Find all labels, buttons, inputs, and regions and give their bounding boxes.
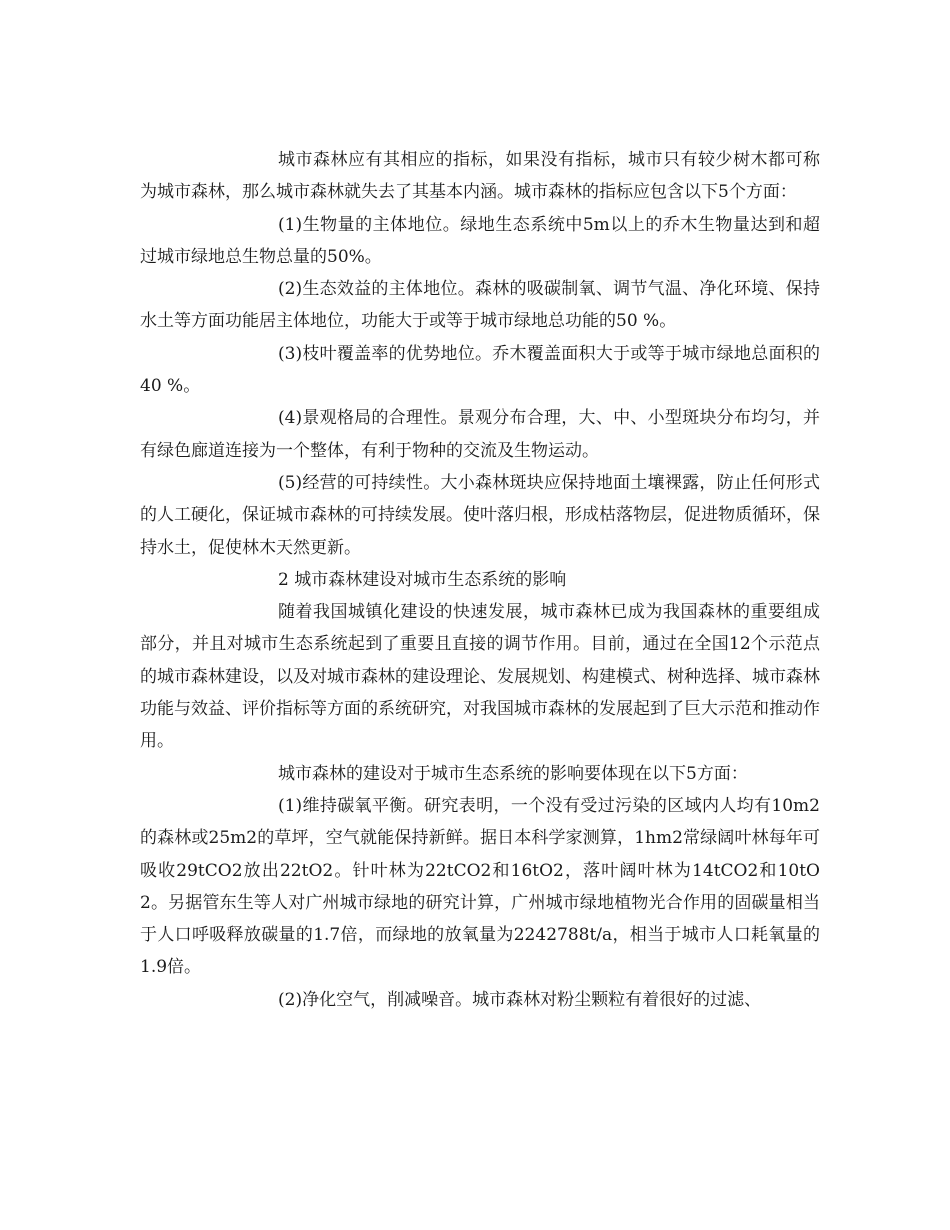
paragraph-indicator-biomass: (1)生物量的主体地位。绿地生态系统中5m以上的乔木生物量达到和超过城市绿地总生物总量的50%。	[140, 214, 820, 267]
document-body	[140, 144, 820, 1016]
paragraph-impact-intro: 城市森林的建设对于城市生态系统的影响要体现在以下5方面：	[278, 763, 748, 784]
paragraph-indicator-ecological-benefit: (2)生态效益的主体地位。森林的吸碳制氧、调节气温、净化环境、保持水土等方面功能居主体地位，功能大于或等于城市绿地总功能的50 %。	[140, 279, 820, 332]
section-heading: 2 城市森林建设对城市生态系统的影响	[278, 569, 567, 590]
paragraph-carbon-oxygen-balance: (1)维持碳氧平衡。研究表明，一个没有受过污染的区域内人均有10m2的森林或25m2的草坪，空气就能保持新鲜。据日本科学家测算，1hm2常绿阔叶林每年可吸收29tCO2放出22tO2。针叶林为22tCO2和16tO2，落叶阔叶林为14tCO2和10tO2。另据管东生等人对广州城市绿地的研究计算，广州城市绿地植物光合作用的固碳量相当于人口呼吸释放碳量的1.7倍，而绿地的放氧量为2242788t/a，相当于城市人口耗氧量的1.9倍。	[140, 795, 820, 978]
paragraph-urbanization-context: 随着我国城镇化建设的快速发展，城市森林已成为我国森林的重要组成部分，并且对城市生态系统起到了重要且直接的调节作用。目前，通过在全国12个示范点的城市森林建设，以及对城市森林的建设理论、发展规划、构建模式、树种选择、城市森林功能与效益、评价指标等方面的系统研究，对我国城市森林的发展起到了巨大示范和推动作用。	[140, 602, 820, 752]
paragraph-indicator-canopy-cover: (3)枝叶覆盖率的优势地位。乔木覆盖面积大于或等于城市绿地总面积的40 %。	[140, 343, 820, 397]
paragraph-air-purification: (2)净化空气，削减噪音。城市森林对粉尘颗粒有着很好的过滤、	[278, 989, 762, 1010]
paragraph-indicator-sustainability: (5)经营的可持续性。大小森林斑块应保持地面土壤裸露，防止任何形式的人工硬化，保证城市森林的可持续发展。使叶落归根，形成枯落物层，促进物质循环，保持水土，促使林木天然更新。	[140, 472, 820, 558]
paragraph-indicator-landscape-pattern: (4)景观格局的合理性。景观分布合理，大、中、小型斑块分布均匀，并有绿色廊道连接为一个整体，有利于物种的交流及生物运动。	[140, 408, 820, 461]
paragraph-urban-forest-indicators: 城市森林应有其相应的指标，如果没有指标，城市只有较少树木都可称为城市森林，那么城市森林就失去了其基本内涵。城市森林的指标应包含以下5个方面：	[140, 150, 820, 203]
